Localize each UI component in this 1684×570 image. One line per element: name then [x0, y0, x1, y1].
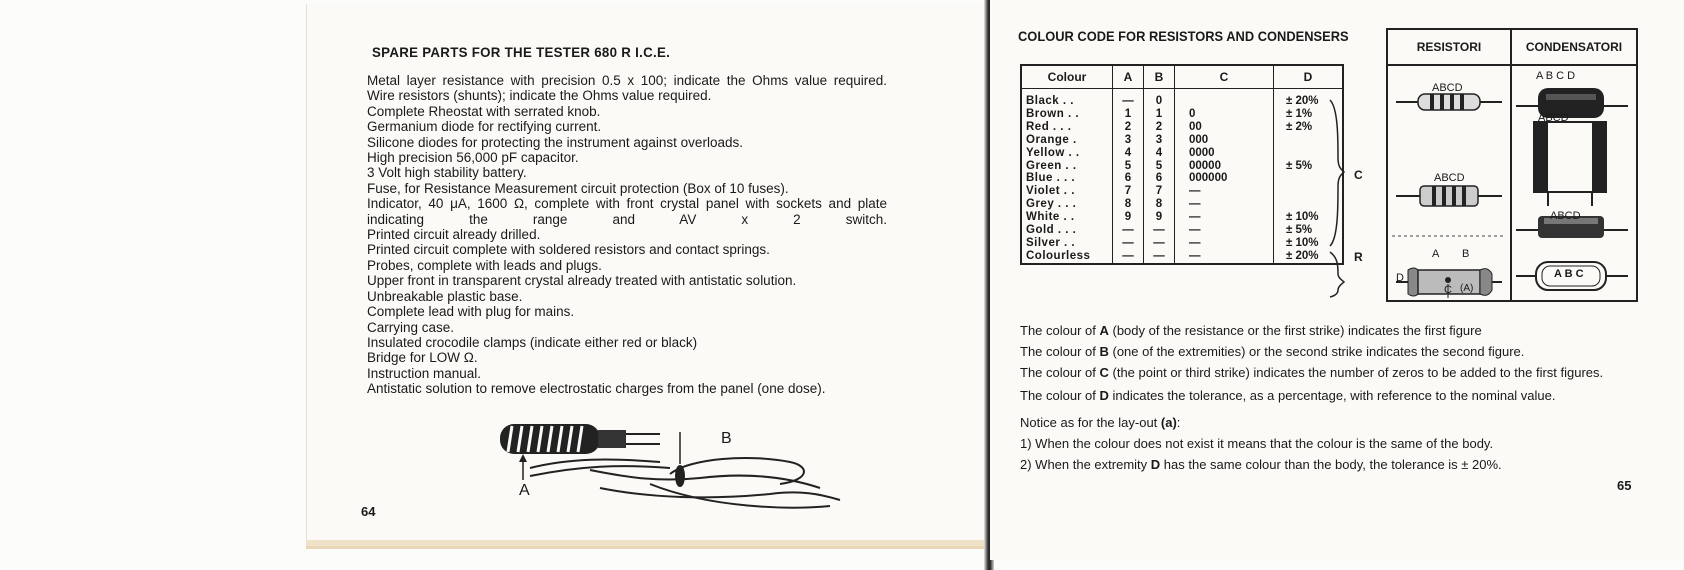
list-item: Printed circuit already drilled. [367, 227, 541, 243]
resistor-1-icon [1396, 94, 1502, 110]
list-item: Unbreakable plastic base. [367, 288, 523, 304]
list-item: Wire resistors (shunts); indicate the Ohms value required. [367, 88, 712, 104]
notice-heading: Notice as for the lay-out (a): [1020, 415, 1181, 430]
probe-label-b: B [721, 430, 732, 447]
right-page-title: COLOUR CODE FOR RESISTORS AND CONDENSERS [1018, 28, 1349, 44]
paragraph-b: The colour of B (one of the extremities) or the second strike indicates the second figure. [1020, 344, 1525, 359]
group-label-r: R [1354, 250, 1363, 264]
list-item: Insulated crocodile clamps (indicate either red or black) [367, 334, 698, 350]
page-number-left: 64 [361, 504, 376, 519]
notice-item-1: 1) When the colour does not exist it means that the colour is the same of the body. [1020, 436, 1494, 451]
list-item: Fuse, for Resistance Measurement circuit protection (Box of 10 fuses). [367, 180, 789, 196]
resistor-2-labels: ABCD [1434, 172, 1465, 184]
table-row: Red . . . 2 2 00 ± 2% [1021, 121, 1343, 134]
notice-item-2: 2) When the extremity D has the same colour than the body, the tolerance is ± 20%. [1020, 457, 1502, 472]
list-item: Carrying case. [367, 319, 455, 335]
list-item: Complete lead with plug for mains. [367, 304, 575, 320]
header-d: D [1274, 65, 1344, 89]
colour-explanation [1020, 320, 1634, 475]
table-row: White . . 9 9 — ± 10% [1021, 211, 1343, 224]
table-header-row [1021, 65, 1343, 89]
table-row: Grey . . . 8 8 — [1021, 198, 1343, 211]
brace-c-icon [1330, 100, 1344, 246]
list-item: Germanium diode for rectifying current. [367, 119, 602, 135]
list-item: 3 Volt high stability battery. [367, 165, 527, 181]
header-colour: Colour [1021, 65, 1113, 89]
paragraph-a: The colour of A (body of the resistance or the first strike) indicates the first figure [1020, 323, 1482, 338]
capacitor-1-icon [1516, 88, 1628, 118]
table-row: Green . . 5 5 00000 ± 5% [1021, 160, 1343, 173]
arrow-a-icon [519, 454, 527, 480]
table-row: Black . . — 0 ± 20% [1021, 89, 1343, 108]
capacitor-4-labels: A B C [1554, 268, 1584, 280]
capacitor-3-labels: ABCD [1550, 210, 1581, 222]
list-item: High precision 56,000 pF capacitor. [367, 150, 579, 166]
probes-illustration [490, 418, 850, 518]
table-row: Colourless — — — ± 20% [1021, 250, 1343, 264]
paragraph-d: The colour of D indicates the tolerance, as a percentage, with reference to the nominal value. [1020, 388, 1556, 403]
table-row: Blue . . . 6 6 000000 [1021, 172, 1343, 185]
resistor-1-labels: ABCD [1432, 82, 1463, 94]
left-page-title: SPARE PARTS FOR THE TESTER 680 R I.C.E. [372, 44, 671, 60]
resistor-3-label-d: D [1396, 272, 1404, 284]
header-condensatori: CONDENSATORI [1525, 40, 1623, 54]
spare-parts-list [367, 73, 887, 397]
table-row: Violet . . 7 7 — [1021, 185, 1343, 198]
table-row: Brown . . 1 1 0 ± 1% [1021, 108, 1343, 121]
resistor-3-label-c: C [1444, 284, 1452, 296]
list-item: Printed circuit complete with soldered resistors and contact springs. [367, 242, 770, 258]
resistor-2-icon [1396, 186, 1502, 206]
brace-r-icon [1330, 252, 1344, 297]
page-number-right: 65 [1617, 478, 1632, 493]
table-row: Orange . 3 3 000 [1021, 134, 1343, 147]
table-row: Silver . . — — — ± 10% [1021, 237, 1343, 250]
resistor-3-label-a: A [1432, 248, 1440, 260]
list-item: Antistatic solution to remove electrostatic charges from the panel (one dose). [367, 381, 826, 397]
header-a: A [1113, 65, 1144, 89]
list-item: Upper front in transparent crystal already treated with antistatic solution. [367, 273, 797, 289]
table-row: Gold . . . — — — ± 5% [1021, 224, 1343, 237]
list-item: Indicator, 40 μA, 1600 Ω, complete with front crystal panel with sockets and plate indicating the range and AV x 2 switch. [367, 196, 887, 227]
component-diagram [1386, 28, 1638, 302]
resistor-3-label-b: B [1462, 248, 1470, 260]
table-row: Yellow . . 4 4 0000 [1021, 147, 1343, 160]
list-item: Silicone diodes for protecting the instrument against overloads. [367, 134, 743, 150]
list-item: Metal layer resistance with precision 0.5 x 100; indicate the Ohms value required. [367, 73, 887, 88]
list-item: Bridge for LOW Ω. [367, 350, 478, 366]
capacitor-2-icon [1534, 122, 1606, 206]
probe-handle-icon [500, 424, 660, 454]
list-item: Probes, complete with leads and plugs. [367, 257, 602, 273]
capacitor-1-labels: A B C D [1536, 70, 1576, 82]
probe-leads-icon [530, 458, 840, 508]
list-item: Instruction manual. [367, 365, 482, 381]
capacitor-2-labels: ABCD [1538, 112, 1569, 124]
header-b: B [1144, 65, 1175, 89]
header-c: C [1175, 65, 1274, 89]
group-label-c: C [1354, 168, 1363, 182]
tolerance-braces [1328, 98, 1348, 298]
probe-label-a: A [519, 482, 530, 499]
component-drawings [1388, 66, 1636, 298]
header-resistori: RESISTORI [1416, 40, 1482, 54]
paragraph-c: The colour of C (the point or third strike) indicates the number of zeros to be added to the first figures. [1020, 365, 1604, 380]
layout-a-caption: (A) [1460, 283, 1474, 294]
list-item: Complete Rheostat with serrated knob. [367, 103, 601, 119]
colour-code-table [1020, 64, 1344, 265]
